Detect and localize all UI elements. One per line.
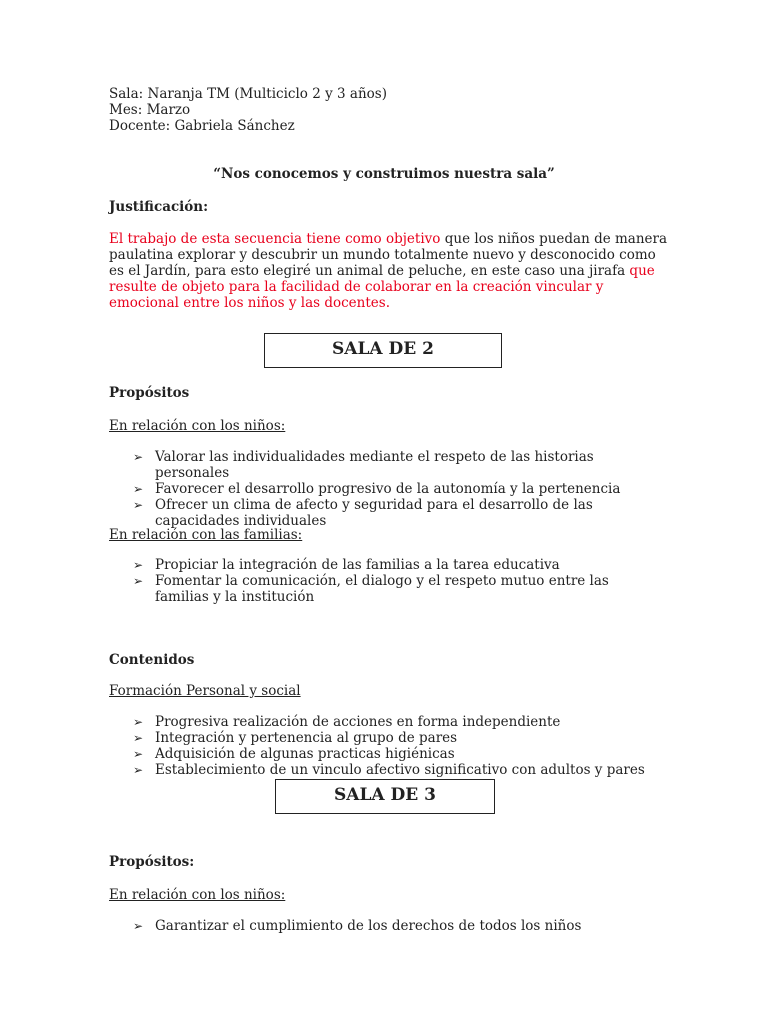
sala-3-propositos-heading: Propósitos: [109,854,195,870]
list-item-text: Valorar las individualidades mediante el respeto de las historias personales [155,449,594,481]
sala-line: Sala: Naranja TM (Multiciclo 2 y 3 años) [109,86,387,102]
list-item [133,449,663,481]
sala-3-ninos-heading: En relación con los niños: [109,887,286,903]
document-title: “Nos conocemos y construimos nuestra sala” [213,166,555,182]
sala-2-box: SALA DE 2 [264,333,502,368]
justificacion-text: que los niños puedan de manera paulatina explorar y descubrir un mundo totalmente nuevo y desconocido como es el Jardín, para esto elegiré un animal de peluche, en este caso una jirafa [109,231,668,279]
list-item [133,714,663,730]
sala-3-box: SALA DE 3 [275,779,495,814]
arrow-bullet-icon: ➢ [133,747,144,761]
list-item [133,730,663,746]
list-item-text: Integración y pertenencia al grupo de pares [155,730,458,746]
sala-2-propositos-heading: Propósitos [109,385,190,401]
list-item-text: Propiciar la integración de las familias a la tarea educativa [155,557,560,573]
header-block [109,86,387,134]
list-item [133,573,663,605]
justificacion-paragraph [109,231,669,311]
arrow-bullet-icon: ➢ [133,450,144,464]
list-item-text: Garantizar el cumplimiento de los derechos de todos los niños [155,918,582,934]
formacion-list [133,714,663,778]
list-item [133,746,663,762]
list-item [133,481,663,497]
justificacion-red-text-1: El trabajo de esta secuencia tiene como objetivo [109,231,441,247]
arrow-bullet-icon: ➢ [133,574,144,588]
arrow-bullet-icon: ➢ [133,763,144,777]
docente-line: Docente: Gabriela Sánchez [109,118,295,134]
contenidos-heading: Contenidos [109,652,195,668]
list-item [133,918,663,934]
formacion-heading: Formación Personal y social [109,683,301,699]
arrow-bullet-icon: ➢ [133,919,144,933]
justificacion-red-text-2: que resulte de objeto para la facilidad de colaborar en la creación vincular y emocional entre los niños y las docentes. [109,263,655,311]
sala-2-ninos-heading: En relación con los niños: [109,418,286,434]
arrow-bullet-icon: ➢ [133,731,144,745]
list-item [133,497,663,529]
arrow-bullet-icon: ➢ [133,715,144,729]
list-item-text: Fomentar la comunicación, el dialogo y el respeto mutuo entre las familias y la institución [155,573,609,605]
sala-3-ninos-list [133,918,663,934]
sala-2-ninos-list [133,449,663,529]
list-item-text: Favorecer el desarrollo progresivo de la autonomía y la pertenencia [155,481,621,497]
list-item-text: Ofrecer un clima de afecto y seguridad para el desarrollo de las capacidades individuales [155,497,593,529]
arrow-bullet-icon: ➢ [133,482,144,496]
sala-2-familias-heading: En relación con las familias: [109,527,303,543]
list-item-text: Adquisición de algunas practicas higiénicas [155,746,455,762]
arrow-bullet-icon: ➢ [133,498,144,512]
list-item [133,762,663,778]
list-item [133,557,663,573]
list-item-text: Establecimiento de un vinculo afectivo significativo con adultos y pares [155,762,645,778]
arrow-bullet-icon: ➢ [133,558,144,572]
justificacion-heading: Justificación: [109,199,209,215]
mes-line: Mes: Marzo [109,102,191,118]
sala-2-familias-list [133,557,663,605]
list-item-text: Progresiva realización de acciones en forma independiente [155,714,561,730]
